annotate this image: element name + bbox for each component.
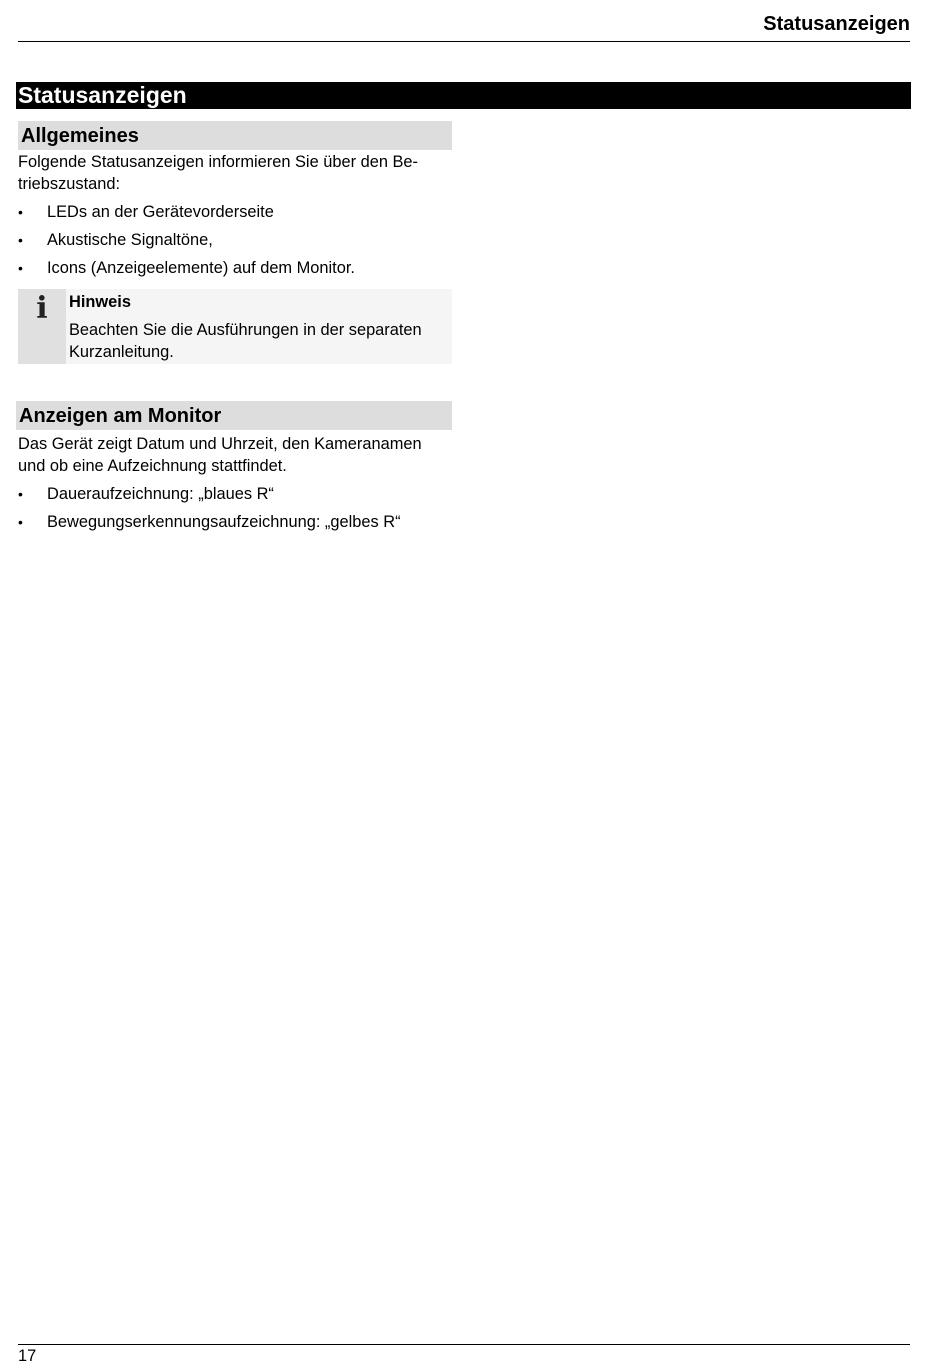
note-icon-cell: [18, 289, 66, 364]
list-item: [18, 257, 452, 279]
note-title: Hinweis: [69, 293, 131, 311]
monitor-intro: [16, 433, 452, 477]
page-number: 17: [18, 1347, 37, 1365]
list-item-text: Akustische Signaltöne,: [47, 231, 213, 249]
note-box: [18, 289, 452, 364]
general-intro-line-1: Folgende Statusanzeigen informieren Sie über den Be-: [18, 153, 419, 171]
list-item: [18, 229, 452, 251]
general-intro-line-2: triebszustand:: [18, 175, 121, 193]
monitor-bullet-list: [16, 483, 452, 533]
list-item: [18, 483, 452, 505]
bullet-icon: •: [18, 204, 23, 220]
running-header: [18, 12, 910, 42]
general-bullet-list: [18, 201, 452, 279]
chapter-title: Statusanzeigen: [18, 82, 187, 108]
chapter-title-bar: [16, 82, 911, 109]
running-header-title: Statusanzeigen: [763, 13, 910, 35]
section-monitor: [16, 401, 452, 533]
note-text: [66, 289, 452, 364]
info-icon: i: [36, 291, 48, 326]
bullet-icon: •: [18, 514, 23, 530]
bullet-icon: •: [18, 232, 23, 248]
general-intro: [18, 151, 452, 195]
monitor-intro-line-1: Das Gerät zeigt Datum und Uhrzeit, den Kameranamen: [18, 435, 422, 453]
list-item-text: Bewegungserkennungsaufzeichnung: „gelbes R“: [47, 513, 401, 531]
list-item-text: Daueraufzeichnung: „blaues R“: [47, 485, 274, 503]
note-body: [69, 319, 452, 363]
note-body-line-1: Beachten Sie die Ausführungen in der separaten: [69, 321, 422, 339]
note-body-line-2: Kurzanleitung.: [69, 343, 174, 361]
section-heading-general: Allgemeines: [18, 121, 452, 150]
footer-rule: [18, 1344, 910, 1345]
bullet-icon: •: [18, 260, 23, 276]
bullet-icon: •: [18, 486, 23, 502]
list-item: [18, 511, 452, 533]
section-general: [18, 121, 452, 364]
monitor-intro-line-2: und ob eine Aufzeichnung stattfindet.: [18, 457, 287, 475]
list-item: [18, 201, 452, 223]
section-heading-monitor: Anzeigen am Monitor: [16, 401, 452, 430]
list-item-text: Icons (Anzeigeelemente) auf dem Monitor.: [47, 259, 355, 277]
list-item-text: LEDs an der Gerätevorderseite: [47, 203, 274, 221]
